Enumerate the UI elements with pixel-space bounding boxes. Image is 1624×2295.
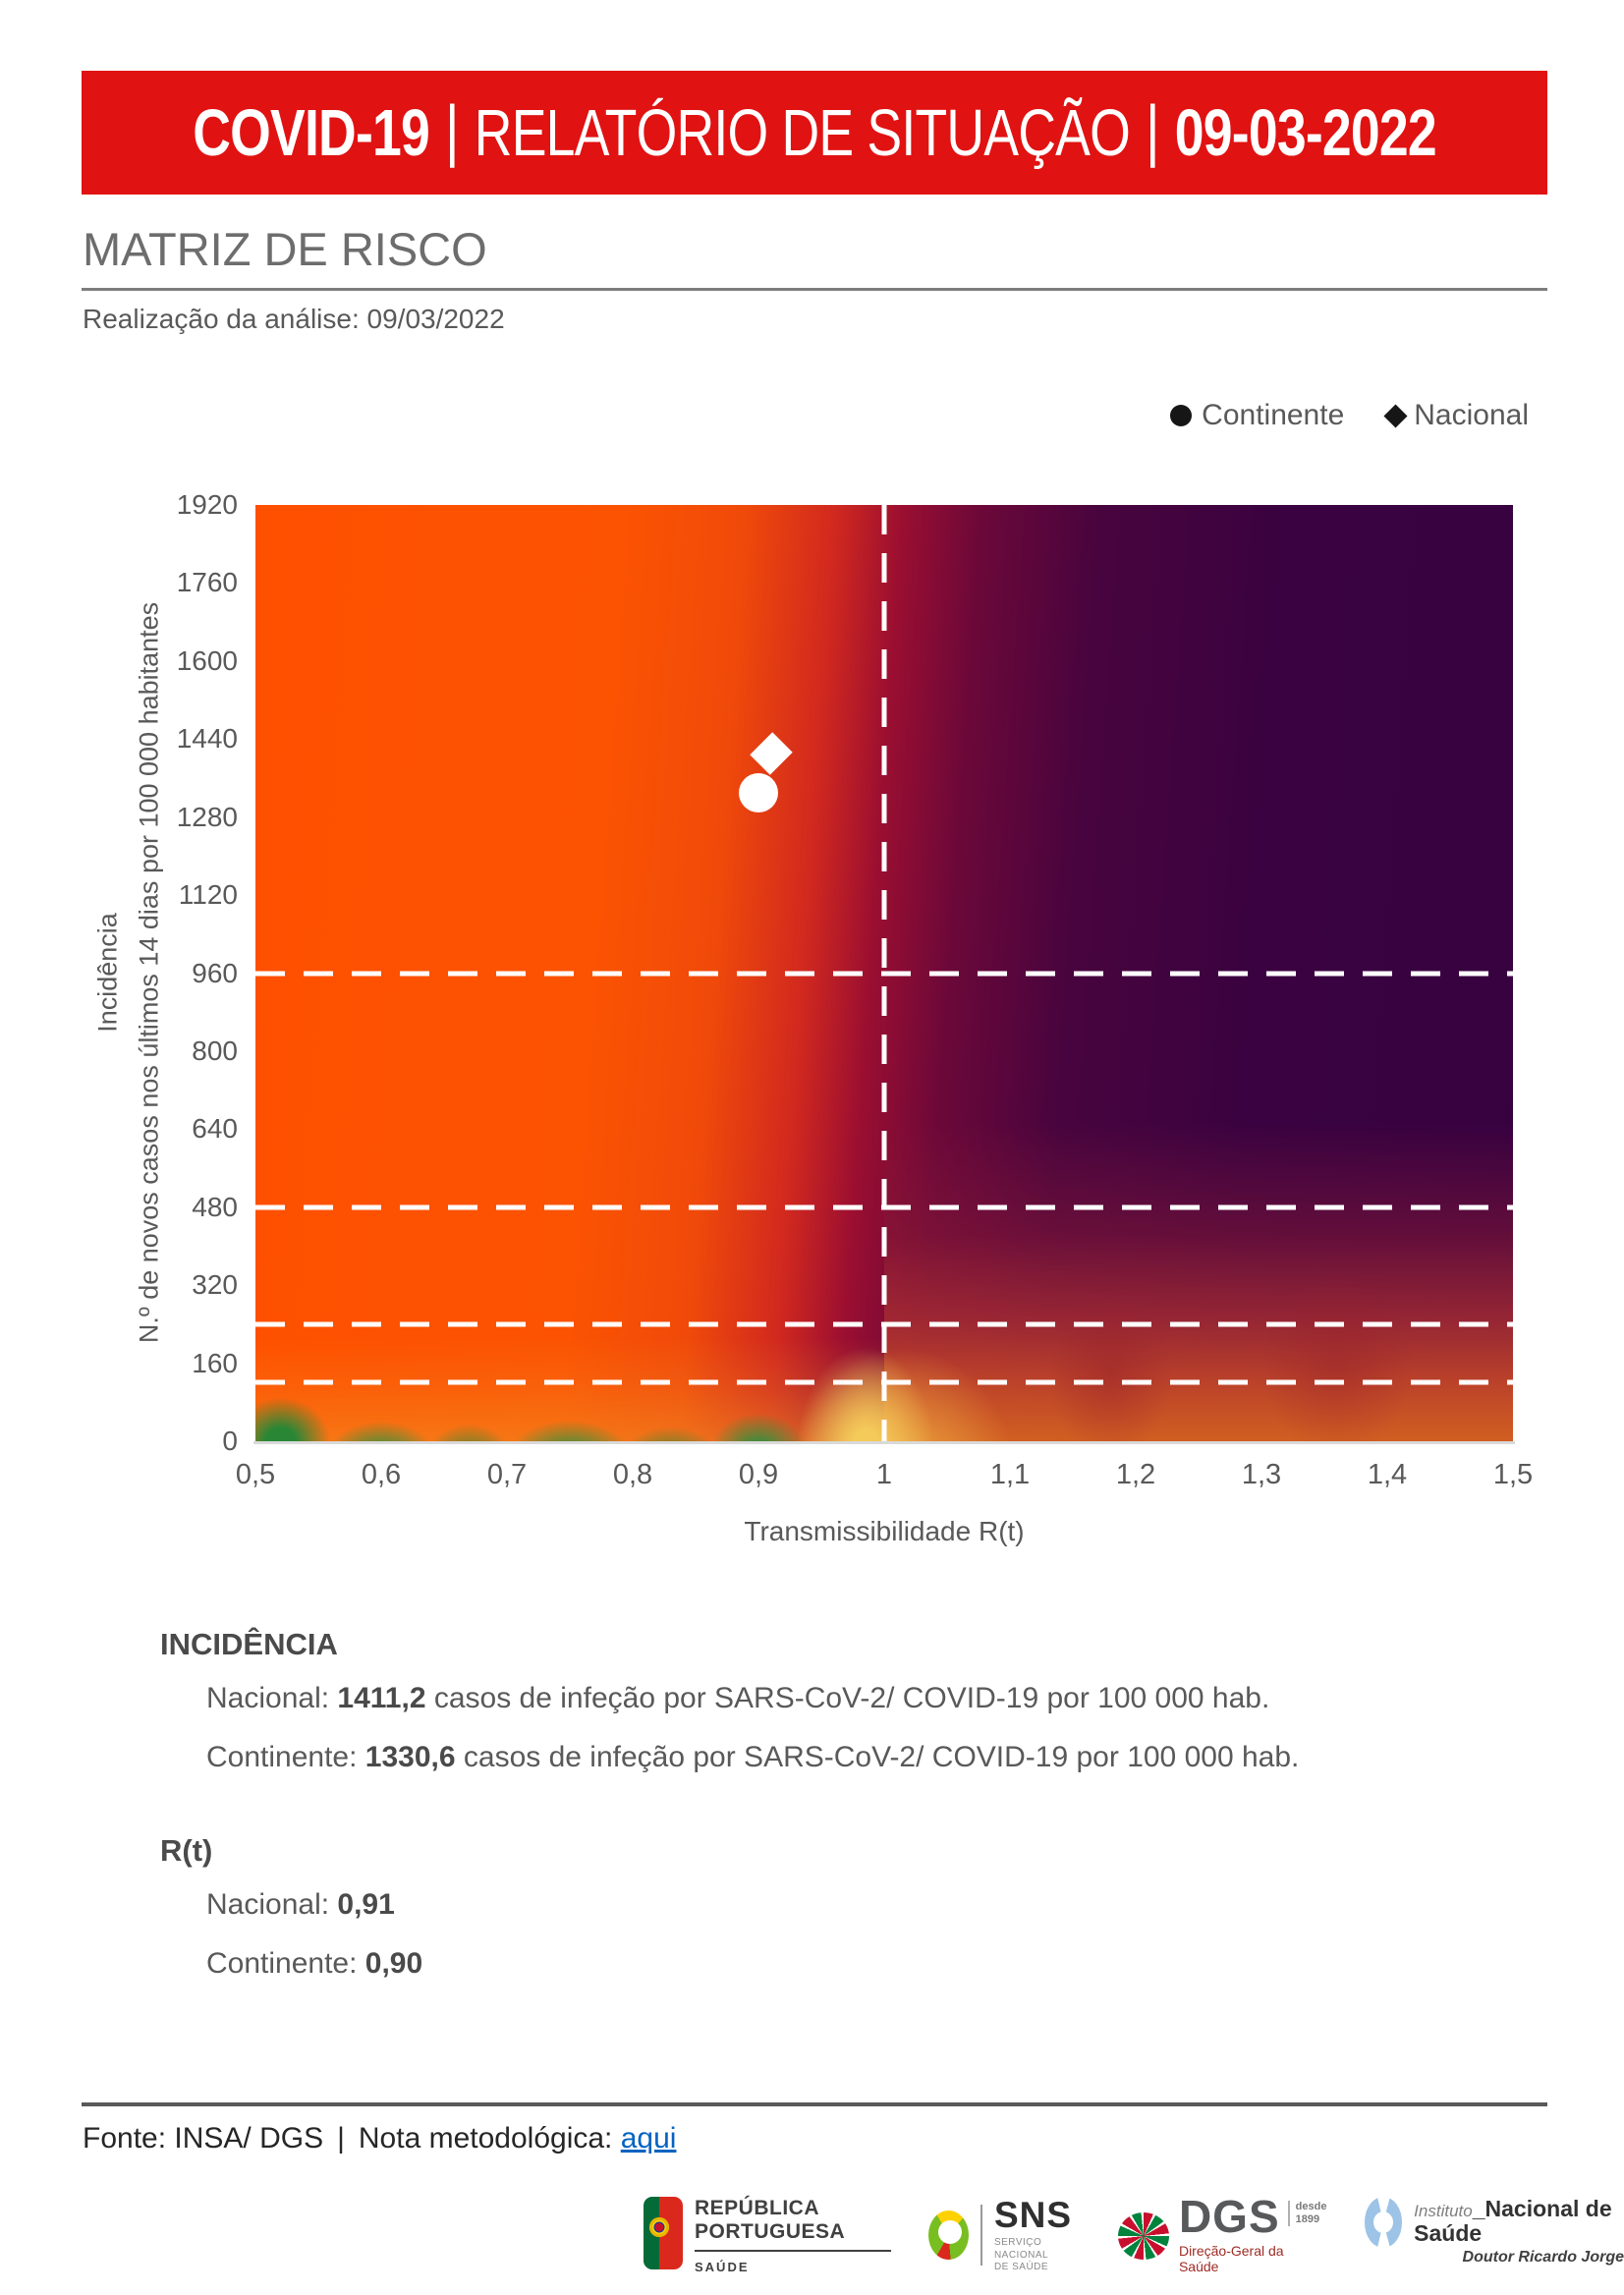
dgs-subtitle: Direção-Geral da Saúde [1178,2243,1284,2275]
footer-logos [644,2191,1624,2295]
sns-divider [980,2205,982,2266]
footer-separator: | [337,2122,345,2155]
incidence-nacional-rest: casos de infeção por SARS-CoV-2/ COVID-19 por 100 000 hab. [425,1682,1270,1714]
x-tick-label: 1,1 [989,1459,1031,1490]
diamond-marker-icon [1384,404,1408,427]
footer-source-line [83,2122,676,2155]
logo-sns [928,2197,1081,2274]
y-tick-label: 0 [222,1426,238,1456]
risk-matrix-plot [176,489,1534,1490]
dgs-leaf-ball-icon [1118,2212,1169,2260]
sns-sub-line2: DE SAÚDE [993,2262,1049,2272]
footer-divider [82,2102,1547,2106]
rp-name-line2: PORTUGUESA [695,2220,846,2244]
title-divider [82,288,1547,291]
x-tick-label: 1,4 [1367,1459,1408,1490]
sns-circle-icon [928,2211,969,2260]
analysis-date: Realização da análise: 09/03/2022 [83,304,505,334]
armillary-sphere-icon [649,2217,669,2237]
y-tick-label: 960 [192,957,238,988]
insa-circle-icon [1365,2197,1403,2248]
banner-report-label: RELATÓRIO DE SITUAÇÃO [474,95,1130,170]
legend-label-continente: Continente [1202,399,1345,431]
x-tick-label: 0,7 [486,1459,528,1490]
dgs-since-line1: desde [1295,2201,1327,2212]
insa-prefix: Instituto [1414,2202,1473,2220]
methodology-note-link[interactable]: aqui [620,2122,677,2155]
banner-separator: | [1145,91,1159,168]
rp-saude-label: SAÚDE [695,2260,750,2275]
x-tick-label: 0,6 [361,1459,402,1490]
incidence-nacional-line [206,1682,1269,1715]
x-axis-line [253,1441,1515,1444]
dgs-name: DGS [1178,2191,1280,2242]
page-title: MATRIZ DE RISCO [83,223,487,275]
insa-subtitle: Doutor Ricardo Jorge [1462,2248,1624,2266]
continente-data-point [739,773,778,812]
rt-nacional-value: 0,91 [337,1888,395,1921]
x-tick-label: 1,5 [1492,1459,1534,1490]
y-tick-label: 1120 [178,879,238,911]
rt-heading: R(t) [160,1833,213,1868]
incidence-continente-rest: casos de infeção por SARS-CoV-2/ COVID-19 por 100 000 hab. [455,1741,1300,1773]
incidence-continente-value: 1330,6 [364,1741,456,1773]
x-axis-title: Transmissibilidade R(t) [744,1516,1025,1546]
y-tick-label: 800 [192,1035,238,1066]
banner-separator: | [444,91,459,168]
incidence-nacional-label: Nacional: [206,1682,338,1714]
dgs-since-line2: 1899 [1295,2213,1320,2226]
y-axis-subtitle: N.º de novos casos nos últimos 14 dias por 100 000 habitantes [134,601,164,1344]
x-tick-label: 1,2 [1115,1459,1156,1490]
incidence-continente-line [206,1741,1299,1774]
y-tick-label: 1920 [176,489,238,520]
insa-joiner: _ [1472,2196,1485,2221]
nacional-data-point [750,732,792,774]
y-tick-label: 480 [192,1191,238,1222]
rt-nacional-line [206,1888,395,1922]
legend-item-nacional [1387,399,1529,432]
x-tick-label: 0,9 [738,1459,779,1490]
rt-threshold-line [882,505,887,1441]
x-tick-label: 1 [875,1459,893,1490]
insa-name: Nacional de Saúde [1414,2196,1612,2247]
circle-marker-icon [1170,405,1192,426]
portugal-flag-icon [644,2197,683,2269]
y-tick-label: 320 [192,1269,238,1301]
rp-name-line1: REPÚBLICA [695,2197,820,2219]
x-tick-label: 0,5 [235,1459,276,1490]
footer-nota-label: Nota metodológica: [358,2122,613,2155]
incidence-heading: INCIDÊNCIA [160,1627,338,1661]
rt-continente-label: Continente: [206,1947,365,1980]
y-tick-label: 1600 [176,644,238,676]
rt-continente-value: 0,90 [364,1947,423,1980]
rt-nacional-label: Nacional: [206,1888,338,1921]
y-tick-label: 1760 [176,567,238,598]
legend-item-continente [1170,399,1344,432]
y-tick-label: 160 [192,1347,238,1378]
rp-divider [695,2250,891,2252]
legend-label-nacional: Nacional [1414,399,1529,431]
incidence-nacional-value: 1411,2 [337,1682,426,1714]
banner-product: COVID-19 [193,95,429,170]
banner-title [193,93,1436,172]
x-tick-label: 1,3 [1241,1459,1282,1490]
logo-republica-portuguesa [644,2197,891,2274]
logo-insa [1365,2197,1624,2266]
rt-continente-line [206,1947,422,1981]
sns-sub-line1: SERVIÇO NACIONAL [993,2237,1049,2261]
chart-legend [1170,399,1529,432]
logo-dgs [1118,2191,1327,2275]
y-tick-label: 1440 [176,723,238,755]
incidence-continente-label: Continente: [206,1741,365,1773]
x-tick-label: 0,8 [612,1459,653,1490]
y-axis-title: Incidência [92,913,123,1033]
sns-name: SNS [993,2195,1073,2235]
banner-date: 09-03-2022 [1174,95,1436,170]
y-tick-label: 640 [192,1113,238,1145]
footer-fonte: Fonte: INSA/ DGS [83,2122,324,2155]
y-tick-label: 1280 [176,801,238,832]
report-banner [82,71,1547,195]
